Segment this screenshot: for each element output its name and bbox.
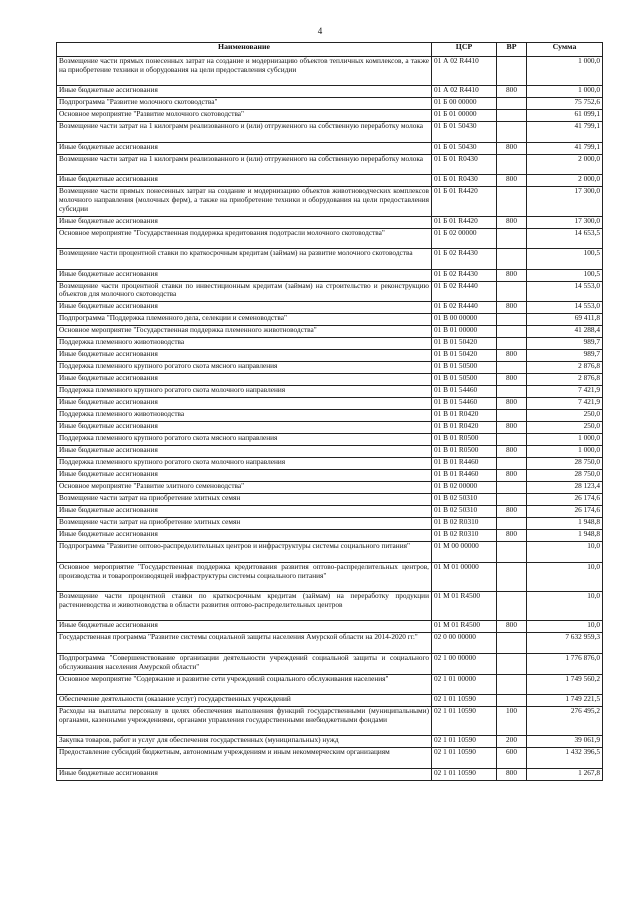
- table-row: [57, 410, 603, 422]
- cell-sum: 69 411,8: [527, 314, 603, 326]
- cell-csr: 01 Б 02 00000: [432, 228, 497, 249]
- budget-table: [56, 42, 603, 781]
- cell-sum: 276 495,2: [527, 707, 603, 736]
- cell-vr: [497, 386, 527, 398]
- cell-csr: 02 1 01 10590: [432, 707, 497, 736]
- cell-sum: 2 876,8: [527, 374, 603, 386]
- cell-vr: 800: [497, 530, 527, 542]
- cell-csr: 01 Б 02 R4430: [432, 249, 497, 270]
- table-row: [57, 592, 603, 621]
- cell-name: Подпрограмма "Развитие оптово-распределительных центров и инфраструктуры системы социального питания": [57, 542, 432, 563]
- cell-sum: 17 300,0: [527, 187, 603, 216]
- cell-csr: 02 0 00 00000: [432, 633, 497, 654]
- table-row: [57, 326, 603, 338]
- cell-csr: 01 В 02 R0310: [432, 518, 497, 530]
- cell-sum: 100,5: [527, 249, 603, 270]
- cell-name: Основное мероприятие "Государственная поддержка кредитования подотрасли молочного скотоводства": [57, 228, 432, 249]
- table-row: [57, 446, 603, 458]
- cell-csr: 02 1 01 10590: [432, 736, 497, 748]
- cell-name: Возмещение части затрат на 1 килограмм реализованного и (или) отгруженного на собственную переработку молока: [57, 122, 432, 143]
- cell-name: Возмещение части процентной ставки по инвестиционным кредитам (займам) на строительство и реконструкцию объектов для молочного скотоводства: [57, 281, 432, 302]
- cell-vr: [497, 122, 527, 143]
- cell-csr: 02 1 00 00000: [432, 653, 497, 674]
- cell-csr: 01 В 01 R0500: [432, 446, 497, 458]
- cell-name: Иные бюджетные ассигнования: [57, 374, 432, 386]
- cell-sum: 41 288,4: [527, 326, 603, 338]
- cell-csr: 01 Б 02 R4440: [432, 302, 497, 314]
- cell-name: Иные бюджетные ассигнования: [57, 216, 432, 228]
- cell-vr: 800: [497, 175, 527, 187]
- table-row: [57, 674, 603, 695]
- cell-name: Иные бюджетные ассигнования: [57, 768, 432, 780]
- table-row: [57, 386, 603, 398]
- cell-csr: 01 В 01 R0420: [432, 410, 497, 422]
- cell-vr: [497, 434, 527, 446]
- cell-sum: 26 174,6: [527, 506, 603, 518]
- table-row: [57, 482, 603, 494]
- cell-csr: 01 В 01 R4460: [432, 470, 497, 482]
- cell-name: Основное мероприятие "Содержание и развитие сети учреждений социального обслуживания населения": [57, 674, 432, 695]
- table-row: [57, 142, 603, 154]
- cell-vr: 800: [497, 422, 527, 434]
- cell-name: Возмещение части прямых понесенных затрат на создание и модернизацию объектов животноводческих комплексов молочного направления (молочных ферм), а также на приобретение техники и оборудования на цели предоставления субсидии: [57, 187, 432, 216]
- cell-sum: 250,0: [527, 422, 603, 434]
- cell-name: Основное мероприятие "Государственная поддержка племенного животноводства": [57, 326, 432, 338]
- cell-name: Иные бюджетные ассигнования: [57, 422, 432, 434]
- table-row: [57, 621, 603, 633]
- cell-vr: [497, 410, 527, 422]
- cell-csr: 01 Б 00 00000: [432, 98, 497, 110]
- cell-vr: [497, 154, 527, 175]
- table-row: [57, 530, 603, 542]
- cell-csr: 01 В 01 R0420: [432, 422, 497, 434]
- cell-sum: 10,0: [527, 621, 603, 633]
- cell-csr: 01 В 01 R4460: [432, 458, 497, 470]
- table-row: [57, 216, 603, 228]
- table-row: [57, 154, 603, 175]
- table-row: [57, 398, 603, 410]
- cell-name: Поддержка племенного крупного рогатого скота молочного направления: [57, 386, 432, 398]
- cell-name: Поддержка племенного крупного рогатого скота мясного направления: [57, 362, 432, 374]
- cell-sum: 1 000,0: [527, 86, 603, 98]
- cell-name: Иные бюджетные ассигнования: [57, 350, 432, 362]
- cell-csr: 02 1 01 10590: [432, 748, 497, 769]
- cell-vr: 200: [497, 736, 527, 748]
- cell-vr: 800: [497, 216, 527, 228]
- cell-name: Иные бюджетные ассигнования: [57, 302, 432, 314]
- cell-name: Иные бюджетные ассигнования: [57, 269, 432, 281]
- cell-name: Иные бюджетные ассигнования: [57, 530, 432, 542]
- cell-name: Поддержка племенного крупного рогатого скота молочного направления: [57, 458, 432, 470]
- table-row: [57, 695, 603, 707]
- table-row: [57, 748, 603, 769]
- cell-name: Предоставление субсидий бюджетным, автономным учреждениям и иным некоммерческим организациям: [57, 748, 432, 769]
- cell-sum: 2 000,0: [527, 154, 603, 175]
- cell-sum: 1 000,0: [527, 446, 603, 458]
- cell-vr: 800: [497, 398, 527, 410]
- cell-sum: 250,0: [527, 410, 603, 422]
- cell-csr: 01 В 02 50310: [432, 494, 497, 506]
- cell-vr: [497, 187, 527, 216]
- cell-vr: [497, 674, 527, 695]
- cell-csr: 01 Б 01 R0430: [432, 154, 497, 175]
- cell-sum: 7 632 959,3: [527, 633, 603, 654]
- cell-vr: 800: [497, 470, 527, 482]
- cell-name: Иные бюджетные ассигнования: [57, 506, 432, 518]
- table-row: [57, 542, 603, 563]
- cell-csr: 01 М 00 00000: [432, 542, 497, 563]
- cell-name: Подпрограмма "Развитие молочного скотоводства": [57, 98, 432, 110]
- cell-csr: 01 Б 01 R4420: [432, 187, 497, 216]
- cell-csr: 01 Б 01 R4420: [432, 216, 497, 228]
- table-header-row: [57, 43, 603, 57]
- cell-vr: [497, 542, 527, 563]
- cell-name: Иные бюджетные ассигнования: [57, 470, 432, 482]
- table-row: [57, 350, 603, 362]
- cell-vr: [497, 518, 527, 530]
- cell-name: Закупка товаров, работ и услуг для обеспечения государственных (муниципальных) нужд: [57, 736, 432, 748]
- cell-csr: 01 Б 02 R4440: [432, 281, 497, 302]
- cell-vr: [497, 228, 527, 249]
- cell-sum: 1 948,8: [527, 518, 603, 530]
- table-row: [57, 362, 603, 374]
- page-number: 4: [317, 26, 323, 36]
- cell-sum: 1 432 396,5: [527, 748, 603, 769]
- table-row: [57, 768, 603, 780]
- header-vr: ВР: [497, 43, 527, 57]
- cell-vr: [497, 98, 527, 110]
- cell-vr: [497, 314, 527, 326]
- table-row: [57, 57, 603, 86]
- table-row: [57, 249, 603, 270]
- cell-csr: 01 А 02 R4410: [432, 57, 497, 86]
- cell-sum: 39 061,9: [527, 736, 603, 748]
- cell-name: Расходы на выплаты персоналу в целях обеспечения выполнения функций государственными (муниципальными) органами, казенными учреждениями, органами управления государственными внебюджетными фондами: [57, 707, 432, 736]
- table-row: [57, 633, 603, 654]
- cell-name: Иные бюджетные ассигнования: [57, 621, 432, 633]
- cell-name: Основное мероприятие "Развитие элитного семеноводства": [57, 482, 432, 494]
- cell-name: Возмещение части затрат на приобретение элитных семян: [57, 518, 432, 530]
- table-row: [57, 122, 603, 143]
- cell-csr: 01 В 02 00000: [432, 482, 497, 494]
- cell-sum: 7 421,9: [527, 386, 603, 398]
- cell-sum: 14 553,0: [527, 281, 603, 302]
- cell-name: Возмещение части прямых понесенных затрат на создание и модернизацию объектов тепличных комплексов, а также на приобретение техники и оборудования на цели предоставления субсидии: [57, 57, 432, 86]
- cell-vr: 800: [497, 269, 527, 281]
- cell-name: Поддержка племенного животноводства: [57, 338, 432, 350]
- cell-vr: [497, 482, 527, 494]
- cell-vr: 800: [497, 621, 527, 633]
- cell-name: Возмещение части процентной ставки по краткосрочным кредитам (займам) на переработку продукции растениеводства и животноводства в области развития оптово-распределительных центров: [57, 592, 432, 621]
- cell-vr: [497, 362, 527, 374]
- table-row: [57, 470, 603, 482]
- cell-csr: 02 1 01 00000: [432, 674, 497, 695]
- table-row: [57, 269, 603, 281]
- table-row: [57, 314, 603, 326]
- table-row: [57, 175, 603, 187]
- cell-sum: 14 653,5: [527, 228, 603, 249]
- table-row: [57, 302, 603, 314]
- cell-name: Подпрограмма "Совершенствование организации деятельности учреждений социальной защиты и социального обслуживания населения Амурской области": [57, 653, 432, 674]
- cell-vr: 100: [497, 707, 527, 736]
- cell-sum: 1 948,8: [527, 530, 603, 542]
- header-name: Наименование: [57, 43, 432, 57]
- cell-vr: [497, 458, 527, 470]
- cell-sum: 7 421,9: [527, 398, 603, 410]
- cell-csr: 01 Б 01 50430: [432, 122, 497, 143]
- cell-sum: 10,0: [527, 592, 603, 621]
- cell-sum: 2 000,0: [527, 175, 603, 187]
- cell-name: Иные бюджетные ассигнования: [57, 86, 432, 98]
- cell-name: Возмещение части процентной ставки по краткосрочным кредитам (займам) на развитие молочного скотоводства: [57, 249, 432, 270]
- cell-vr: 800: [497, 86, 527, 98]
- cell-sum: 14 553,0: [527, 302, 603, 314]
- cell-sum: 41 799,1: [527, 122, 603, 143]
- cell-csr: 01 В 01 50500: [432, 362, 497, 374]
- cell-vr: 800: [497, 302, 527, 314]
- cell-csr: 01 В 00 00000: [432, 314, 497, 326]
- cell-sum: 10,0: [527, 542, 603, 563]
- table-row: [57, 422, 603, 434]
- cell-vr: [497, 338, 527, 350]
- table-row: [57, 736, 603, 748]
- cell-name: Поддержка племенного крупного рогатого скота мясного направления: [57, 434, 432, 446]
- table-row: [57, 434, 603, 446]
- cell-sum: 75 752,6: [527, 98, 603, 110]
- header-csr: ЦСР: [432, 43, 497, 57]
- cell-csr: 01 В 01 50500: [432, 374, 497, 386]
- table-row: [57, 518, 603, 530]
- cell-vr: 800: [497, 374, 527, 386]
- cell-sum: 1 776 876,0: [527, 653, 603, 674]
- table-row: [57, 494, 603, 506]
- cell-csr: 01 В 01 50420: [432, 338, 497, 350]
- table-row: [57, 281, 603, 302]
- cell-sum: 100,5: [527, 269, 603, 281]
- cell-name: Основное мероприятие "Развитие молочного скотоводства": [57, 110, 432, 122]
- cell-sum: 1 000,0: [527, 434, 603, 446]
- cell-vr: 800: [497, 350, 527, 362]
- cell-csr: 01 М 01 R4500: [432, 592, 497, 621]
- cell-name: Государственная программа "Развитие системы социальной защиты населения Амурской области на 2014-2020 гг.": [57, 633, 432, 654]
- table-row: [57, 86, 603, 98]
- cell-sum: 1 749 221,5: [527, 695, 603, 707]
- cell-vr: [497, 326, 527, 338]
- cell-sum: 1 749 560,2: [527, 674, 603, 695]
- cell-sum: 28 750,0: [527, 470, 603, 482]
- cell-sum: 41 799,1: [527, 142, 603, 154]
- table-row: [57, 653, 603, 674]
- cell-csr: 01 В 01 R0500: [432, 434, 497, 446]
- cell-csr: 02 1 01 10590: [432, 695, 497, 707]
- table-row: [57, 707, 603, 736]
- table-row: [57, 338, 603, 350]
- cell-sum: 26 174,6: [527, 494, 603, 506]
- cell-csr: 01 М 01 00000: [432, 562, 497, 591]
- cell-csr: 01 В 01 54460: [432, 398, 497, 410]
- cell-name: Иные бюджетные ассигнования: [57, 175, 432, 187]
- cell-csr: 01 М 01 R4500: [432, 621, 497, 633]
- cell-sum: 10,0: [527, 562, 603, 591]
- cell-vr: 600: [497, 748, 527, 769]
- table-body: [57, 57, 603, 781]
- cell-vr: [497, 494, 527, 506]
- cell-vr: 800: [497, 506, 527, 518]
- cell-name: Возмещение части затрат на приобретение элитных семян: [57, 494, 432, 506]
- cell-vr: [497, 110, 527, 122]
- cell-vr: 800: [497, 768, 527, 780]
- cell-vr: 800: [497, 142, 527, 154]
- cell-name: Основное мероприятие "Государственная поддержка кредитования развития оптово-распределительных центров, производства и товаропроизводящей инфраструктуры системы социального питания": [57, 562, 432, 591]
- cell-sum: 17 300,0: [527, 216, 603, 228]
- cell-sum: 1 000,0: [527, 57, 603, 86]
- cell-name: Обеспечение деятельности (оказание услуг) государственных учреждений: [57, 695, 432, 707]
- cell-csr: 01 Б 01 R0430: [432, 175, 497, 187]
- cell-sum: 989,7: [527, 338, 603, 350]
- cell-csr: 01 Б 01 50430: [432, 142, 497, 154]
- cell-sum: 2 876,8: [527, 362, 603, 374]
- table-row: [57, 98, 603, 110]
- table-row: [57, 374, 603, 386]
- cell-csr: 01 В 01 00000: [432, 326, 497, 338]
- cell-csr: 01 Б 01 00000: [432, 110, 497, 122]
- cell-vr: [497, 249, 527, 270]
- cell-csr: 01 А 02 R4410: [432, 86, 497, 98]
- cell-name: Подпрограмма "Поддержка племенного дела, селекции и семеноводства": [57, 314, 432, 326]
- cell-vr: [497, 57, 527, 86]
- cell-sum: 1 267,8: [527, 768, 603, 780]
- cell-vr: [497, 562, 527, 591]
- cell-csr: 01 В 02 R0310: [432, 530, 497, 542]
- header-sum: Сумма: [527, 43, 603, 57]
- cell-vr: [497, 281, 527, 302]
- cell-name: Поддержка племенного животноводства: [57, 410, 432, 422]
- cell-vr: [497, 653, 527, 674]
- cell-csr: 01 Б 02 R4430: [432, 269, 497, 281]
- cell-csr: 01 В 01 50420: [432, 350, 497, 362]
- cell-sum: 61 099,1: [527, 110, 603, 122]
- cell-csr: 01 В 02 50310: [432, 506, 497, 518]
- cell-csr: 01 В 01 54460: [432, 386, 497, 398]
- table-row: [57, 187, 603, 216]
- cell-vr: 800: [497, 446, 527, 458]
- cell-name: Иные бюджетные ассигнования: [57, 142, 432, 154]
- cell-sum: 28 750,0: [527, 458, 603, 470]
- table-row: [57, 458, 603, 470]
- table-row: [57, 562, 603, 591]
- cell-csr: 02 1 01 10590: [432, 768, 497, 780]
- cell-name: Иные бюджетные ассигнования: [57, 446, 432, 458]
- cell-sum: 989,7: [527, 350, 603, 362]
- cell-vr: [497, 633, 527, 654]
- cell-name: Возмещение части затрат на 1 килограмм реализованного и (или) отгруженного на собственную переработку молока: [57, 154, 432, 175]
- table-row: [57, 228, 603, 249]
- cell-name: Иные бюджетные ассигнования: [57, 398, 432, 410]
- cell-vr: [497, 592, 527, 621]
- table-row: [57, 506, 603, 518]
- table-row: [57, 110, 603, 122]
- cell-vr: [497, 695, 527, 707]
- cell-sum: 28 123,4: [527, 482, 603, 494]
